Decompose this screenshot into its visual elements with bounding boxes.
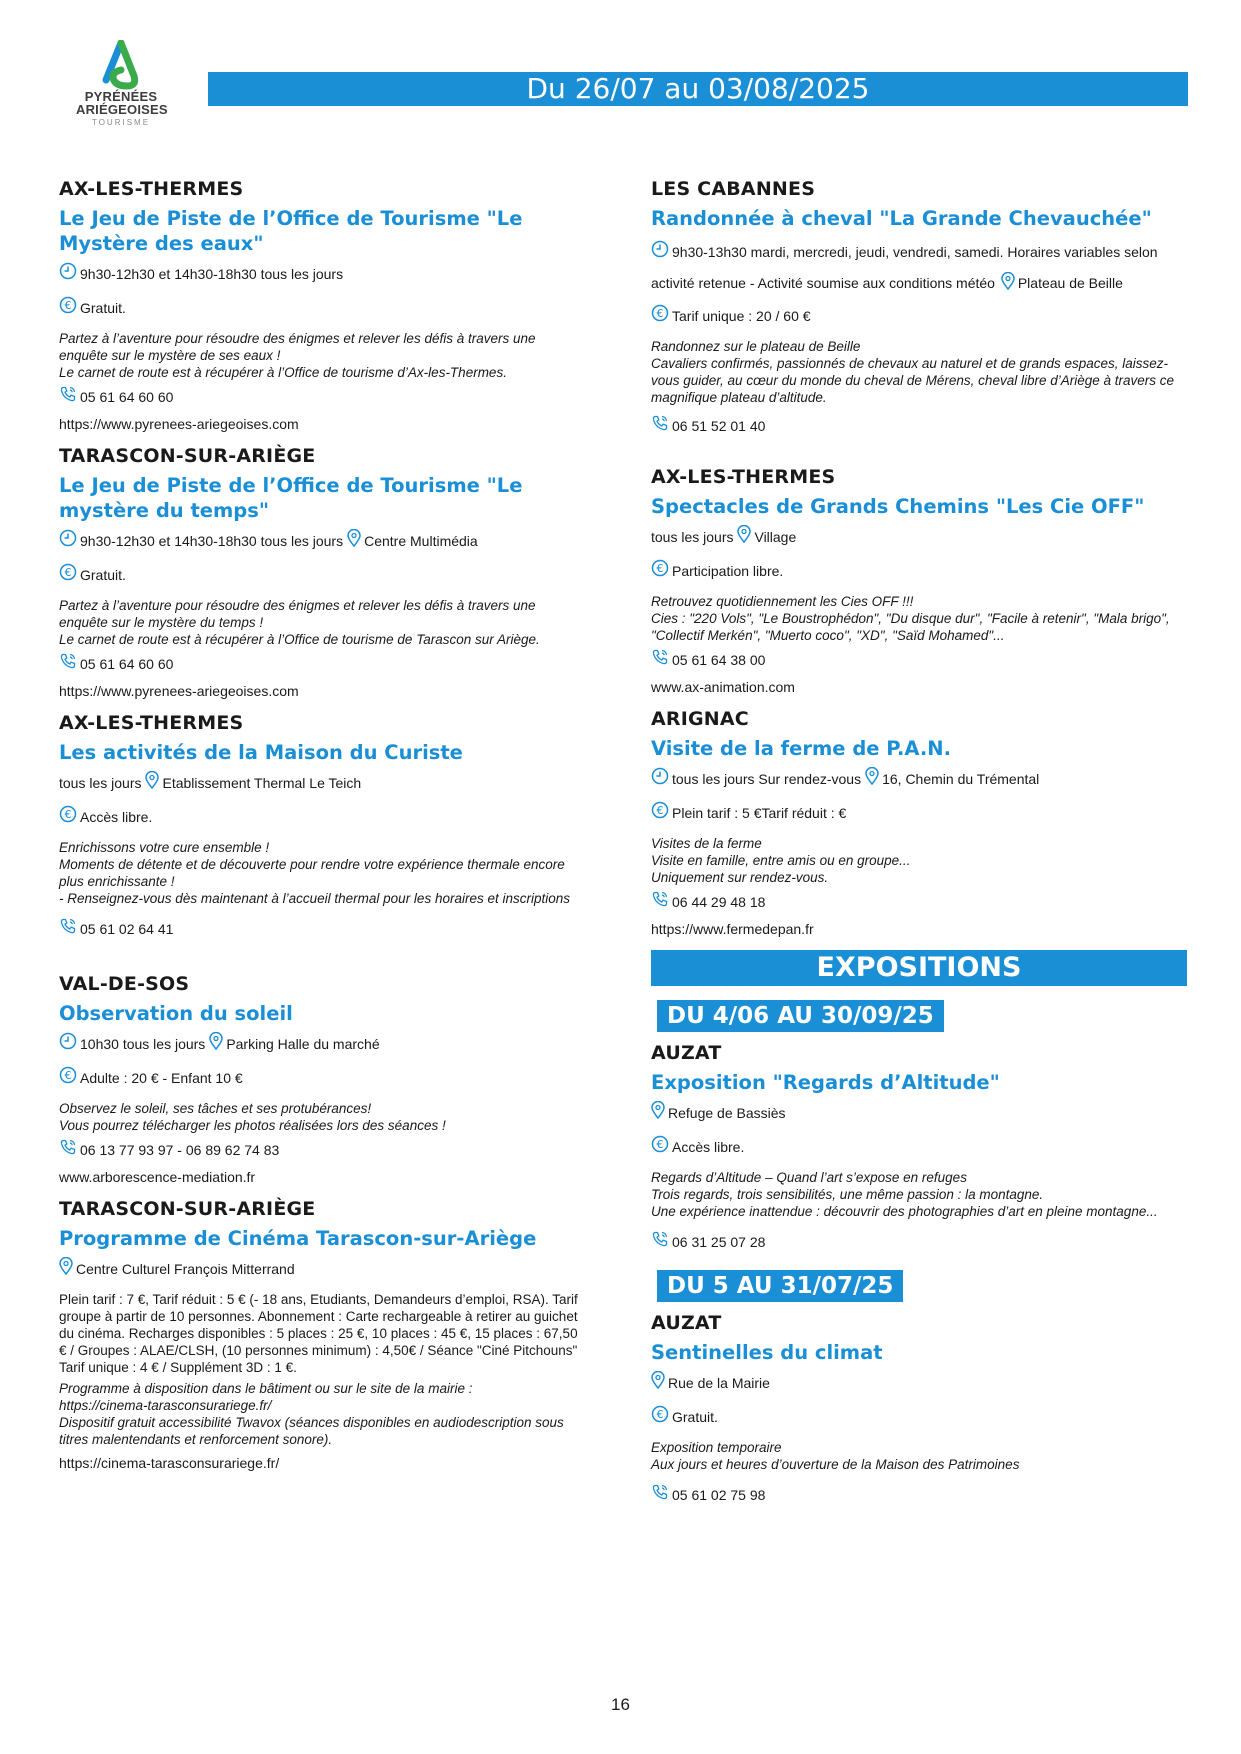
event-city: AUZAT	[651, 1311, 722, 1334]
event-price-line	[59, 805, 584, 829]
event-city: AX-LES-THERMES	[651, 465, 836, 488]
event-entry	[59, 973, 584, 1188]
euro-icon	[651, 1405, 669, 1429]
description-line: - Renseignez-vous dès maintenant à l’accueil thermal pour les horaires et inscriptions	[59, 891, 571, 906]
phone-icon	[651, 648, 669, 672]
event-schedule-line	[59, 1032, 584, 1056]
event-schedule: 9h30-12h30 et 14h30-18h30 tous les jours	[80, 533, 344, 549]
event-price: Gratuit.	[672, 1408, 718, 1425]
description-line: Enrichissons votre cure ensemble !	[59, 840, 270, 855]
location-pin-icon	[209, 1032, 223, 1056]
description-line: Cavaliers confirmés, passionnés de chevaux au naturel et de grands espaces, laissez-vous guider, au cœur du monde du cheval de Mérens, cheval libre d’Ariège à travers ce magnifique plateau d’altitude.	[651, 355, 1175, 405]
event-description	[651, 1169, 1187, 1220]
clock-icon	[59, 262, 77, 286]
description-line: Le carnet de route est à récupérer à l’Office de tourisme d’Ax-les-Thermes.	[59, 365, 507, 380]
event-city: AUZAT	[651, 1041, 722, 1064]
event-description	[651, 835, 1187, 886]
event-city: VAL-DE-SOS	[59, 973, 190, 995]
event-location: 16, Chemin du Trémental	[882, 770, 1040, 787]
euro-icon	[59, 563, 77, 587]
event-price-line	[59, 1066, 584, 1090]
clock-icon	[59, 529, 77, 553]
event-description	[59, 1380, 584, 1448]
event-url[interactable]: https://www.pyrenees-ariegeoises.com	[59, 683, 299, 699]
description-line: Le carnet de route est à récupérer à l’Office de tourisme de Tarascon sur Ariège.	[59, 632, 540, 647]
event-entry	[651, 178, 1187, 438]
event-price: Participation libre.	[672, 562, 784, 579]
event-price: Plein tarif : 5 €Tarif réduit : €	[672, 804, 847, 821]
event-location: Plateau de Beille	[1017, 275, 1123, 292]
event-phone[interactable]: 06 51 52 01 40	[672, 417, 766, 434]
event-schedule: 9h30-12h30 et 14h30-18h30 tous les jours	[80, 266, 344, 282]
event-city: AX-LES-THERMES	[59, 712, 244, 734]
event-location: Village	[754, 528, 797, 545]
event-url[interactable]: https://www.pyrenees-ariegeoises.com	[59, 416, 299, 432]
svg-text:€: €	[656, 561, 664, 575]
logo	[76, 40, 166, 127]
phone-icon	[59, 1138, 77, 1162]
event-phone-line	[59, 917, 584, 941]
event-price: Accès libre.	[672, 1138, 745, 1155]
svg-text:€: €	[656, 1137, 664, 1151]
phone-icon	[59, 652, 77, 676]
event-schedule: tous les jours Sur rendez-vous	[672, 770, 862, 787]
event-schedule: 10h30 tous les jours	[80, 1036, 206, 1052]
event-location: Centre Culturel François Mitterrand	[76, 1261, 295, 1277]
svg-text:€: €	[656, 1407, 664, 1421]
event-city: ARIGNAC	[651, 707, 749, 730]
event-price: Adulte : 20 € - Enfant 10 €	[80, 1070, 243, 1086]
location-pin-icon	[347, 529, 361, 553]
event-title: Les activités de la Maison du Curiste	[59, 741, 463, 764]
description-line: Aux jours et heures d’ouverture de la Maison des Patrimoines	[651, 1456, 1020, 1472]
euro-icon	[59, 805, 77, 829]
event-title: Sentinelles du climat	[651, 1340, 883, 1364]
event-phone-line	[651, 1230, 1187, 1254]
event-title: Programme de Cinéma Tarascon-sur-Ariège	[59, 1227, 537, 1250]
phone-icon	[59, 917, 77, 941]
euro-icon	[651, 801, 669, 825]
logo-mark-icon	[99, 40, 143, 90]
event-description	[59, 330, 584, 381]
event-price-line	[59, 296, 584, 320]
event-location-line	[651, 1101, 1187, 1125]
event-url[interactable]: https://www.fermedepan.fr	[651, 920, 814, 937]
event-description	[59, 1100, 584, 1134]
event-price: Gratuit.	[80, 567, 126, 583]
event-url[interactable]: www.ax-animation.com	[651, 678, 795, 695]
description-line: Dispositif gratuit accessibilité Twavox (séances disponibles en audiodescription sous titres malentendants et renforcement sonore).	[59, 1415, 564, 1447]
page-number: 16	[611, 1695, 630, 1714]
event-schedule-line	[59, 529, 584, 553]
description-line: Partez à l’aventure pour résoudre des énigmes et relever les défis à travers une enquête sur le mystère du temps !	[59, 598, 536, 630]
event-description	[651, 338, 1187, 406]
event-price-line	[651, 801, 1187, 825]
location-pin-icon	[865, 767, 879, 791]
event-location: Refuge de Bassiès	[668, 1104, 786, 1121]
event-phone[interactable]: 05 61 02 64 41	[80, 921, 174, 937]
svg-text:€: €	[64, 808, 72, 821]
event-phone-line	[59, 1138, 584, 1162]
description-line: Observez le soleil, ses tâches et ses protubérances!	[59, 1101, 372, 1116]
event-location: Centre Multimédia	[364, 533, 478, 549]
location-pin-icon	[1001, 270, 1015, 300]
event-schedule: 9h30-13h30 mardi, mercredi, jeudi, vendredi, samedi. Horaires variables selon activité retenue - Activité soumise aux conditions météo	[651, 244, 1158, 292]
exposition-date-tag: DU 5 AU 31/07/25	[657, 1270, 903, 1302]
event-phone-line	[59, 385, 584, 409]
svg-text:€: €	[64, 566, 72, 579]
event-phone[interactable]: 05 61 64 60 60	[80, 656, 174, 672]
euro-icon	[59, 1066, 77, 1090]
event-location-line	[59, 1257, 584, 1281]
description-line: Vous pourrez télécharger les photos réalisées lors des séances !	[59, 1118, 446, 1133]
event-price-line	[651, 304, 1187, 328]
description-line: Randonnez sur le plateau de Beille	[651, 338, 861, 354]
phone-icon	[651, 1230, 669, 1254]
event-price-line	[651, 559, 1187, 583]
svg-text:€: €	[64, 299, 72, 312]
expositions-heading: EXPOSITIONS	[651, 950, 1187, 986]
event-price-line	[651, 1405, 1187, 1429]
clock-icon	[651, 767, 669, 791]
event-price: Tarif unique : 20 / 60 €	[672, 307, 811, 324]
exposition-date-tag: DU 4/06 AU 30/09/25	[657, 1000, 944, 1032]
event-description	[59, 839, 584, 907]
event-description	[651, 1439, 1187, 1473]
description-line: Exposition temporaire	[651, 1439, 782, 1455]
logo-line-3: TOURISME	[91, 118, 151, 127]
event-price-line	[651, 1135, 1187, 1159]
event-city: TARASCON-SUR-ARIÈGE	[59, 445, 316, 467]
description-line: Moments de détente et de découverte pour rendre votre expérience thermale encore plus enrichissante !	[59, 857, 565, 889]
description-line: Regards d’Altitude – Quand l’art s’expose en refuges	[651, 1169, 967, 1185]
exposition-group	[651, 1270, 1187, 1507]
svg-text:€: €	[64, 1069, 72, 1082]
event-phone[interactable]: 06 31 25 07 28	[672, 1233, 766, 1250]
logo-line-2: ARIÉGEOISES	[76, 102, 168, 117]
event-phone[interactable]: 05 61 02 75 98	[672, 1486, 766, 1503]
description-line: Une expérience inattendue : découvrir des photographies d’art en pleine montagne...	[651, 1203, 1158, 1219]
event-phone-line	[651, 648, 1187, 672]
location-pin-icon	[59, 1257, 73, 1281]
description-line: Cies : "220 Vols", "Le Boustrophédon", "Du disque dur", "Facile à retenir", "Mala brigo", "Collectif Merkén", "Muerto coco", "XD", "Saïd Mohamed"...	[651, 610, 1170, 643]
event-phone[interactable]: 06 13 77 93 97 - 06 89 62 74 83	[80, 1142, 280, 1158]
event-schedule: tous les jours	[651, 528, 734, 545]
event-location-line	[651, 1371, 1187, 1395]
event-phone[interactable]: 05 61 64 60 60	[80, 389, 174, 405]
euro-icon	[651, 559, 669, 583]
description-line: https://cinema-tarasconsurariege.fr/	[59, 1398, 272, 1413]
event-schedule-line	[651, 767, 1187, 791]
event-city: LES CABANNES	[651, 178, 816, 200]
event-price-text: Plein tarif : 7 €, Tarif réduit : 5 € (- 18 ans, Etudiants, Demandeurs d’emploi, RSA). Tarif groupe à partir de 10 personnes. Abonnement : Carte rechargeable à retirer au guichet du cinéma. Recharges disponibles : 5 places : 25 €, 10 places : 45 €, 15 places : 67,50 € / Groupes : ALAE/CLSH, (10 personnes minimum) : 4,50€ / Séance "Ciné Pitchouns" Tarif unique : 4 € / Supplément 3D : 1 €.	[59, 1292, 578, 1375]
clock-icon	[651, 238, 669, 268]
description-line: Retrouvez quotidiennement les Cies OFF !!!	[651, 593, 914, 609]
event-schedule-line	[59, 771, 584, 795]
date-range-banner: Du 26/07 au 03/08/2025	[208, 72, 1188, 106]
right-column	[651, 178, 1187, 1511]
event-schedule: tous les jours	[59, 775, 142, 791]
event-entry	[59, 712, 584, 941]
location-pin-icon	[651, 1101, 665, 1125]
event-url[interactable]: www.arborescence-mediation.fr	[59, 1169, 256, 1185]
event-location: Parking Halle du marché	[226, 1036, 380, 1052]
location-pin-icon	[145, 771, 159, 795]
description-line: Partez à l’aventure pour résoudre des énigmes et relever les défis à travers une enquête sur le mystère de ses eaux !	[59, 331, 536, 363]
event-phone[interactable]: 06 44 29 48 18	[672, 893, 766, 910]
event-title: Spectacles de Grands Chemins "Les Cie OFF"	[651, 494, 1145, 518]
event-price: Gratuit.	[80, 300, 126, 316]
event-price: Accès libre.	[80, 809, 153, 825]
phone-icon	[59, 385, 77, 409]
event-price-line	[59, 563, 584, 587]
svg-text:€: €	[656, 803, 664, 817]
event-location: Rue de la Mairie	[668, 1374, 770, 1391]
event-title: Observation du soleil	[59, 1002, 293, 1025]
event-city: TARASCON-SUR-ARIÈGE	[59, 1198, 316, 1220]
clock-icon	[59, 1032, 77, 1056]
description-line: Visites de la ferme	[651, 835, 762, 851]
description-line: Uniquement sur rendez-vous.	[651, 869, 829, 885]
event-location: Etablissement Thermal Le Teich	[162, 775, 362, 791]
description-line: Trois regards, trois sensibilités, une même passion : la montagne.	[651, 1186, 1044, 1202]
phone-icon	[651, 1483, 669, 1507]
euro-icon	[651, 1135, 669, 1159]
event-phone-line	[651, 414, 1187, 438]
event-schedule-line	[651, 237, 1187, 300]
event-entry	[651, 466, 1187, 698]
event-phone-line	[651, 890, 1187, 914]
phone-icon	[651, 890, 669, 914]
event-url[interactable]: https://cinema-tarasconsurariege.fr/	[59, 1455, 280, 1471]
event-description	[651, 593, 1187, 644]
euro-icon	[651, 304, 669, 328]
event-title: Visite de la ferme de P.A.N.	[651, 736, 952, 760]
event-entry	[59, 445, 584, 702]
event-entry	[651, 708, 1187, 940]
location-pin-icon	[737, 525, 751, 549]
event-entry	[59, 1198, 584, 1474]
svg-text:€: €	[656, 306, 664, 320]
event-city: AX-LES-THERMES	[59, 178, 244, 200]
event-title: Exposition "Regards d’Altitude"	[651, 1070, 1000, 1094]
phone-icon	[651, 414, 669, 438]
event-phone-line	[59, 652, 584, 676]
event-schedule-line	[59, 262, 584, 286]
location-pin-icon	[651, 1371, 665, 1395]
event-phone-line	[651, 1483, 1187, 1507]
exposition-group	[651, 1000, 1187, 1254]
event-entry	[59, 178, 584, 435]
logo-line-1: PYRÉNÉES	[84, 89, 158, 104]
description-line: Visite en famille, entre amis ou en groupe...	[651, 852, 911, 868]
description-line: Programme à disposition dans le bâtiment ou sur le site de la mairie :	[59, 1381, 473, 1396]
event-title: Le Jeu de Piste de l’Office de Tourisme "Le Mystère des eaux"	[59, 207, 523, 255]
event-title: Randonnée à cheval "La Grande Chevauchée"	[651, 207, 1152, 230]
event-description	[59, 597, 584, 648]
euro-icon	[59, 296, 77, 320]
left-column	[59, 178, 584, 1484]
event-phone[interactable]: 05 61 64 38 00	[672, 651, 766, 668]
event-title: Le Jeu de Piste de l’Office de Tourisme "Le mystère du temps"	[59, 474, 523, 522]
event-schedule-line	[651, 525, 1187, 549]
